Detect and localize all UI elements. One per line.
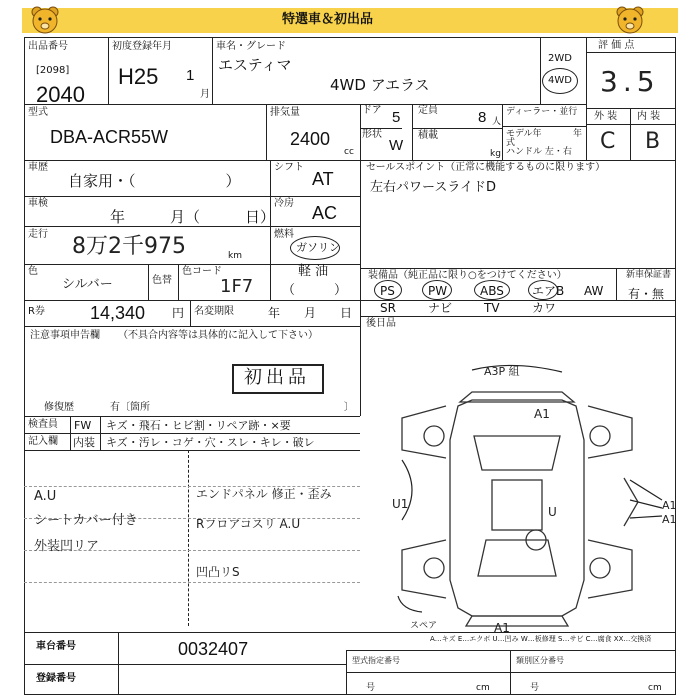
lot-label: 出品番号 (28, 41, 68, 52)
equipment-kawa: カワ (532, 301, 557, 315)
inspection-value: 年 月（ 日） (110, 208, 276, 226)
inspector-note-left-2: シートカバー付き (34, 513, 138, 528)
dealer-year-unit: 年 (573, 129, 583, 139)
fuel-paren: （ ） (282, 283, 348, 298)
color-code: 1F7 (220, 276, 254, 297)
equipment-navi: ナビ (428, 301, 453, 315)
registration-label: 初度登録年月 (112, 41, 172, 52)
model-value: DBA-ACR55W (50, 127, 169, 147)
sales-point-value: 左右パワースライドD (370, 180, 496, 195)
inspector-note-right-3: 凹凸リS (196, 565, 240, 579)
footer-cm2: cm (648, 683, 662, 693)
inspector-note-left-3: 外装凹リア (34, 539, 100, 554)
equipment-tv: TV (484, 301, 500, 315)
diagram-label-a1-right2: A1 (662, 513, 677, 526)
check-row1-b: キズ・飛石・ヒビ割・リペア跡・×要 (106, 419, 291, 432)
equipment-ps: PS (380, 284, 395, 298)
equipment-airb-circle (528, 280, 558, 300)
mileage-label: 走行 (28, 229, 48, 240)
score-ext: C (600, 129, 616, 154)
score-label: 評 価 点 (598, 40, 635, 51)
registration-year: H25 (118, 64, 159, 89)
doors-shape: W (389, 137, 404, 154)
shift-value: AT (312, 169, 334, 189)
repair-close: 〕 (344, 402, 354, 413)
bear-icon-right (615, 6, 645, 34)
banner-title: 特選車＆初出品 (282, 12, 374, 27)
diagram-top-note: A3P 組 (484, 365, 520, 378)
footer-no1: 号 (366, 683, 376, 693)
model-label: 型式 (28, 107, 48, 118)
doors-shape-label: 形状 (362, 129, 382, 140)
car-name: エスティマ (218, 56, 292, 74)
drive-label: 2WD (548, 53, 572, 64)
rear-label: 後日品 (366, 318, 396, 329)
price-label: R券 (28, 306, 45, 317)
diagram-label-a1-bottom: A1 (494, 621, 510, 635)
equipment-sr: SR (380, 301, 396, 315)
repair-label: 修復歴 (44, 402, 74, 413)
check-label2: 記入欄 (28, 436, 58, 447)
lot-number: 2040 (36, 82, 85, 107)
car-diagram (362, 340, 676, 630)
repair-value: 有〔箇所 (110, 402, 150, 413)
equipment-abs: ABS (480, 284, 504, 298)
capacity-label: 定員 (418, 105, 438, 116)
capacity-unit: 人 (492, 117, 502, 127)
bear-icon-left (30, 6, 60, 34)
dealer-handle: ハンドル 左・右 (506, 147, 572, 157)
doors-value: 5 (392, 109, 401, 126)
mileage-value: 8万2千975 (72, 234, 186, 259)
chassis-value: 0032407 (178, 639, 249, 659)
diagram-label-u1: U1 (392, 497, 409, 511)
car-grade: 4WD アエラス (330, 76, 430, 94)
footer-no2: 号 (530, 683, 540, 693)
equipment-aw: AW (584, 284, 604, 298)
inspection-label: 車検 (28, 198, 48, 209)
fuel-alt: 軽 油 (298, 264, 329, 279)
inspector-note-right-2: Rフロアコスリ A.U (196, 517, 301, 531)
doors-label: ドア (362, 105, 382, 116)
fuel-label: 燃料 (274, 229, 294, 240)
first-listing-stamp-text: 初出品 (244, 367, 310, 388)
cert-sub: 類別区分番号 (516, 656, 564, 665)
shift-label: シフト (274, 162, 304, 173)
registration-month: 1 (186, 67, 195, 84)
car-label: 車名・グレード (216, 41, 286, 52)
ac-value: AC (312, 203, 338, 223)
price-value: 14,340 (90, 303, 146, 323)
check-label1: 検査員 (28, 419, 58, 430)
score-value: 3.5 (600, 65, 660, 98)
capacity-load-unit: kg (490, 149, 501, 159)
new-car-warranty-value: 有・無 (628, 287, 665, 301)
capacity-value: 8 (478, 109, 487, 126)
equipment-pw-circle (422, 280, 452, 300)
name-change-value: 年 月 日 (268, 306, 353, 320)
capacity-load-label: 積載 (418, 130, 438, 141)
diagram-label-u: U (548, 505, 557, 519)
notes-label: 注意事項申告欄 (30, 330, 100, 341)
price-unit: 円 (172, 306, 185, 320)
equipment-airb: エアB (532, 284, 565, 298)
cert-label: 型式指定番号 (352, 656, 400, 665)
score-int: B (645, 129, 661, 154)
diagram-label-a1-right1: A1 (662, 499, 677, 512)
reg-number-label: 登録番号 (36, 673, 76, 684)
chassis-label: 車台番号 (36, 641, 76, 652)
color-label: 色 (28, 266, 38, 277)
notes-sub: （不具合内容等は具体的に記入して下さい） (118, 330, 318, 341)
new-car-warranty-label: 新車保証書 (626, 270, 672, 280)
color-code-label: 色コード (182, 266, 222, 277)
sales-point-label: セールスポイント（正常に機能するものに限ります） (366, 162, 606, 173)
dealer-label: ディーラー・並行 (506, 107, 578, 117)
dealer-model-year: モデル年式 (506, 129, 542, 148)
diagram-label-a1-top: A1 (534, 407, 550, 421)
equipment-pw: PW (428, 284, 448, 298)
vehicle-type-label: 車歴 (28, 162, 48, 173)
color-body-label: 色替 (152, 275, 172, 286)
score-int-label: 内 装 (637, 111, 661, 122)
drive-value: 4WD (548, 75, 572, 86)
displacement-label: 排気量 (270, 107, 300, 118)
displacement-value: 2400 (290, 129, 331, 149)
footer-cm1: cm (476, 683, 490, 693)
equipment-label: 装備品（純正品に限り○をつけてください） (368, 270, 567, 281)
equipment-abs-circle (474, 280, 510, 300)
damage-legend: A…キズ E…エクボ U…凹み W…板修理 S…サビ C…腐食 XX…交換済 (430, 635, 652, 643)
displacement-unit: cc (344, 147, 354, 157)
color-value: シルバー (62, 277, 113, 292)
score-ext-label: 外 装 (594, 111, 618, 122)
name-change-label: 名変期限 (194, 306, 234, 317)
ac-label: 冷房 (274, 198, 294, 209)
check-row1-a: FW (74, 419, 92, 432)
mileage-unit: km (228, 251, 242, 261)
registration-month-unit: 月 (200, 89, 210, 100)
inspector-note-right-1: エンドパネル 修正・歪み (196, 487, 332, 501)
check-row2-a: 内装 (73, 436, 95, 449)
fuel-value: ガソリン (296, 241, 340, 254)
equipment-ps-circle (374, 280, 402, 300)
diagram-spare: スペア (410, 621, 438, 631)
lot-small: [2098] (36, 65, 70, 76)
vehicle-type-value: 自家用・（ ） (68, 172, 241, 190)
inspector-note-left-1: A.U (34, 489, 57, 504)
check-row2-b: キズ・汚レ・コゲ・穴・スレ・キレ・破レ (106, 436, 315, 449)
